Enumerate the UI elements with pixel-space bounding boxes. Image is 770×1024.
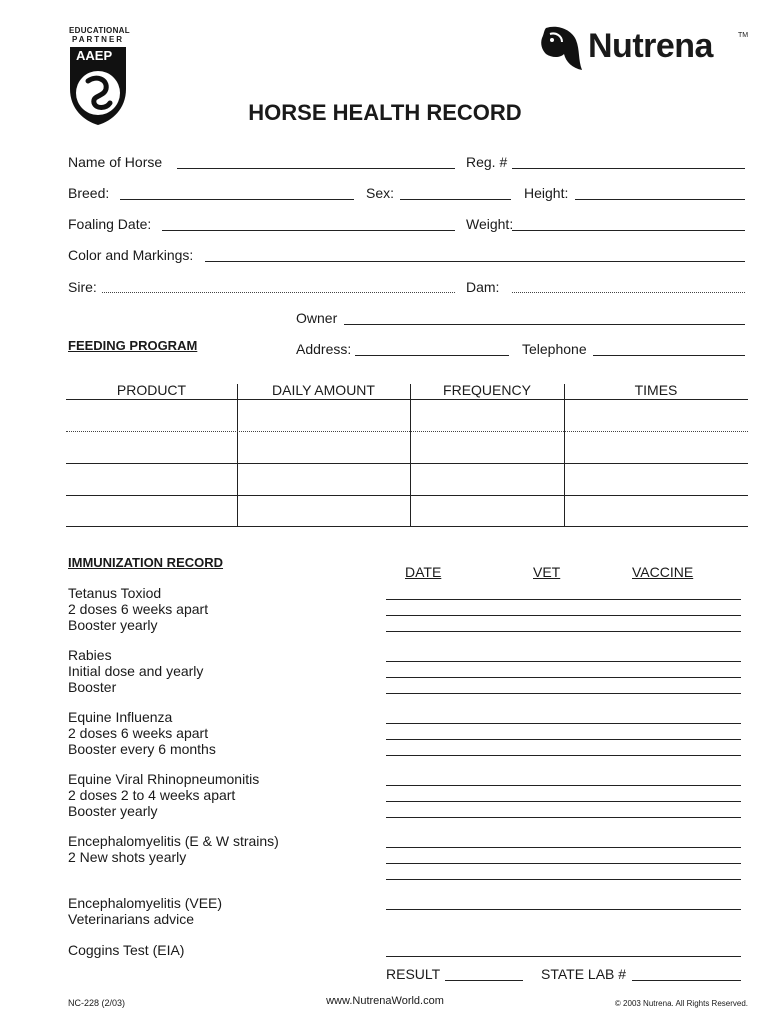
vaccine-tetanus-booster: Booster yearly bbox=[68, 617, 158, 633]
feeding-title: FEEDING PROGRAM bbox=[68, 338, 198, 353]
vaccine-rabies-booster: Booster bbox=[68, 679, 117, 695]
tetanus-record-line[interactable] bbox=[386, 631, 741, 632]
table-row-line bbox=[66, 431, 748, 432]
vaccine-tetanus-name: Tetanus Toxiod bbox=[68, 585, 162, 601]
col-daily-amount: DAILY AMOUNT bbox=[272, 382, 375, 398]
table-cell[interactable] bbox=[238, 400, 410, 431]
table-cell[interactable] bbox=[411, 400, 564, 431]
ew-record-line[interactable] bbox=[386, 879, 741, 880]
foaling-field[interactable] bbox=[162, 230, 455, 231]
sire-field[interactable] bbox=[102, 292, 455, 293]
influenza-record-line[interactable] bbox=[386, 739, 741, 740]
trademark-mark: TM bbox=[738, 32, 749, 39]
col-times: TIMES bbox=[634, 382, 678, 398]
weight-field[interactable] bbox=[512, 230, 745, 231]
vaccine-influenza-booster: Booster every 6 months bbox=[68, 741, 216, 757]
copyright: © 2003 Nutrena. All Rights Reserved. bbox=[614, 999, 748, 1008]
influenza-record-line[interactable] bbox=[386, 755, 741, 756]
table-row-line bbox=[66, 495, 748, 496]
vaccine-influenza-name: Equine Influenza bbox=[68, 709, 173, 725]
tetanus-record-line[interactable] bbox=[386, 615, 741, 616]
rabies-record-line[interactable] bbox=[386, 677, 741, 678]
immunization-title: IMMUNIZATION RECORD bbox=[68, 555, 224, 570]
owner-field[interactable] bbox=[344, 324, 745, 325]
sex-label: Sex: bbox=[366, 185, 395, 201]
vaccine-ew-name: Encephalomyelitis (E & W strains) bbox=[68, 833, 279, 849]
tetanus-record-line[interactable] bbox=[386, 599, 741, 600]
vaccine-rabies-dose: Initial dose and yearly bbox=[68, 663, 204, 679]
telephone-field[interactable] bbox=[593, 355, 745, 356]
sex-field[interactable] bbox=[400, 199, 511, 200]
table-cell[interactable] bbox=[66, 400, 237, 431]
page-title: HORSE HEALTH RECORD bbox=[248, 100, 522, 125]
table-cell[interactable] bbox=[565, 400, 748, 431]
influenza-record-line[interactable] bbox=[386, 723, 741, 724]
color-label: Color and Markings: bbox=[68, 247, 194, 263]
vaccine-vee-name: Encephalomyelitis (VEE) bbox=[68, 895, 223, 911]
height-label: Height: bbox=[524, 185, 569, 201]
col-frequency: FREQUENCY bbox=[443, 382, 531, 398]
vaccine-ew-dose: 2 New shots yearly bbox=[68, 849, 187, 865]
sire-label: Sire: bbox=[68, 279, 97, 295]
col-product: PRODUCT bbox=[116, 382, 187, 398]
state-lab-label: STATE LAB # bbox=[541, 966, 627, 982]
feeding-table bbox=[66, 380, 748, 530]
ew-record-line[interactable] bbox=[386, 863, 741, 864]
breed-label: Breed: bbox=[68, 185, 110, 201]
coggins-record-line[interactable] bbox=[386, 956, 741, 957]
dam-label: Dam: bbox=[466, 279, 500, 295]
reg-label: Reg. # bbox=[466, 154, 508, 170]
reg-field[interactable] bbox=[512, 168, 745, 169]
color-field[interactable] bbox=[205, 261, 745, 262]
result-field[interactable] bbox=[445, 980, 523, 981]
col-date: DATE bbox=[405, 564, 442, 580]
rhino-record-line[interactable] bbox=[386, 801, 741, 802]
vaccine-vee-advice: Veterinarians advice bbox=[68, 911, 195, 927]
vaccine-rhino-name: Equine Viral Rhinopneumonitis bbox=[68, 771, 260, 787]
rabies-record-line[interactable] bbox=[386, 661, 741, 662]
ew-record-line[interactable] bbox=[386, 847, 741, 848]
col-vaccine: VACCINE bbox=[632, 564, 694, 580]
owner-label: Owner bbox=[296, 310, 338, 326]
address-field[interactable] bbox=[355, 355, 509, 356]
dam-field[interactable] bbox=[512, 292, 745, 293]
height-field[interactable] bbox=[575, 199, 745, 200]
vaccine-rabies-name: Rabies bbox=[68, 647, 112, 663]
telephone-label: Telephone bbox=[522, 341, 587, 357]
name-label: Name of Horse bbox=[68, 154, 163, 170]
vaccine-influenza-dose: 2 doses 6 weeks apart bbox=[68, 725, 209, 741]
vaccine-rhino-booster: Booster yearly bbox=[68, 803, 158, 819]
vaccine-tetanus-dose: 2 doses 6 weeks apart bbox=[68, 601, 209, 617]
rabies-record-line[interactable] bbox=[386, 693, 741, 694]
vaccine-rhino-dose: 2 doses 2 to 4 weeks apart bbox=[68, 787, 236, 803]
brand-name: Nutrena bbox=[588, 27, 713, 65]
table-row-line bbox=[66, 526, 748, 527]
coggins-name: Coggins Test (EIA) bbox=[68, 942, 185, 958]
foaling-label: Foaling Date: bbox=[68, 216, 152, 232]
rhino-record-line[interactable] bbox=[386, 785, 741, 786]
col-vet: VET bbox=[533, 564, 561, 580]
address-label: Address: bbox=[296, 341, 352, 357]
rhino-record-line[interactable] bbox=[386, 817, 741, 818]
form-code: NC-228 (2/03) bbox=[68, 998, 126, 1008]
nutrena-logo bbox=[538, 22, 750, 72]
state-lab-field[interactable] bbox=[632, 980, 741, 981]
horse-head-icon bbox=[538, 24, 584, 72]
aaep-partner-text: PARTNER bbox=[72, 35, 125, 44]
result-label: RESULT bbox=[386, 966, 441, 982]
aaep-name-text: AAEP bbox=[76, 48, 113, 63]
weight-label: Weight: bbox=[466, 216, 514, 232]
website-link[interactable]: www.NutrenaWorld.com bbox=[326, 995, 444, 1007]
aaep-educational-text: EDUCATIONAL bbox=[69, 26, 130, 35]
name-field[interactable] bbox=[177, 168, 455, 169]
vee-record-line[interactable] bbox=[386, 909, 741, 910]
breed-field[interactable] bbox=[120, 199, 354, 200]
table-row-line bbox=[66, 463, 748, 464]
